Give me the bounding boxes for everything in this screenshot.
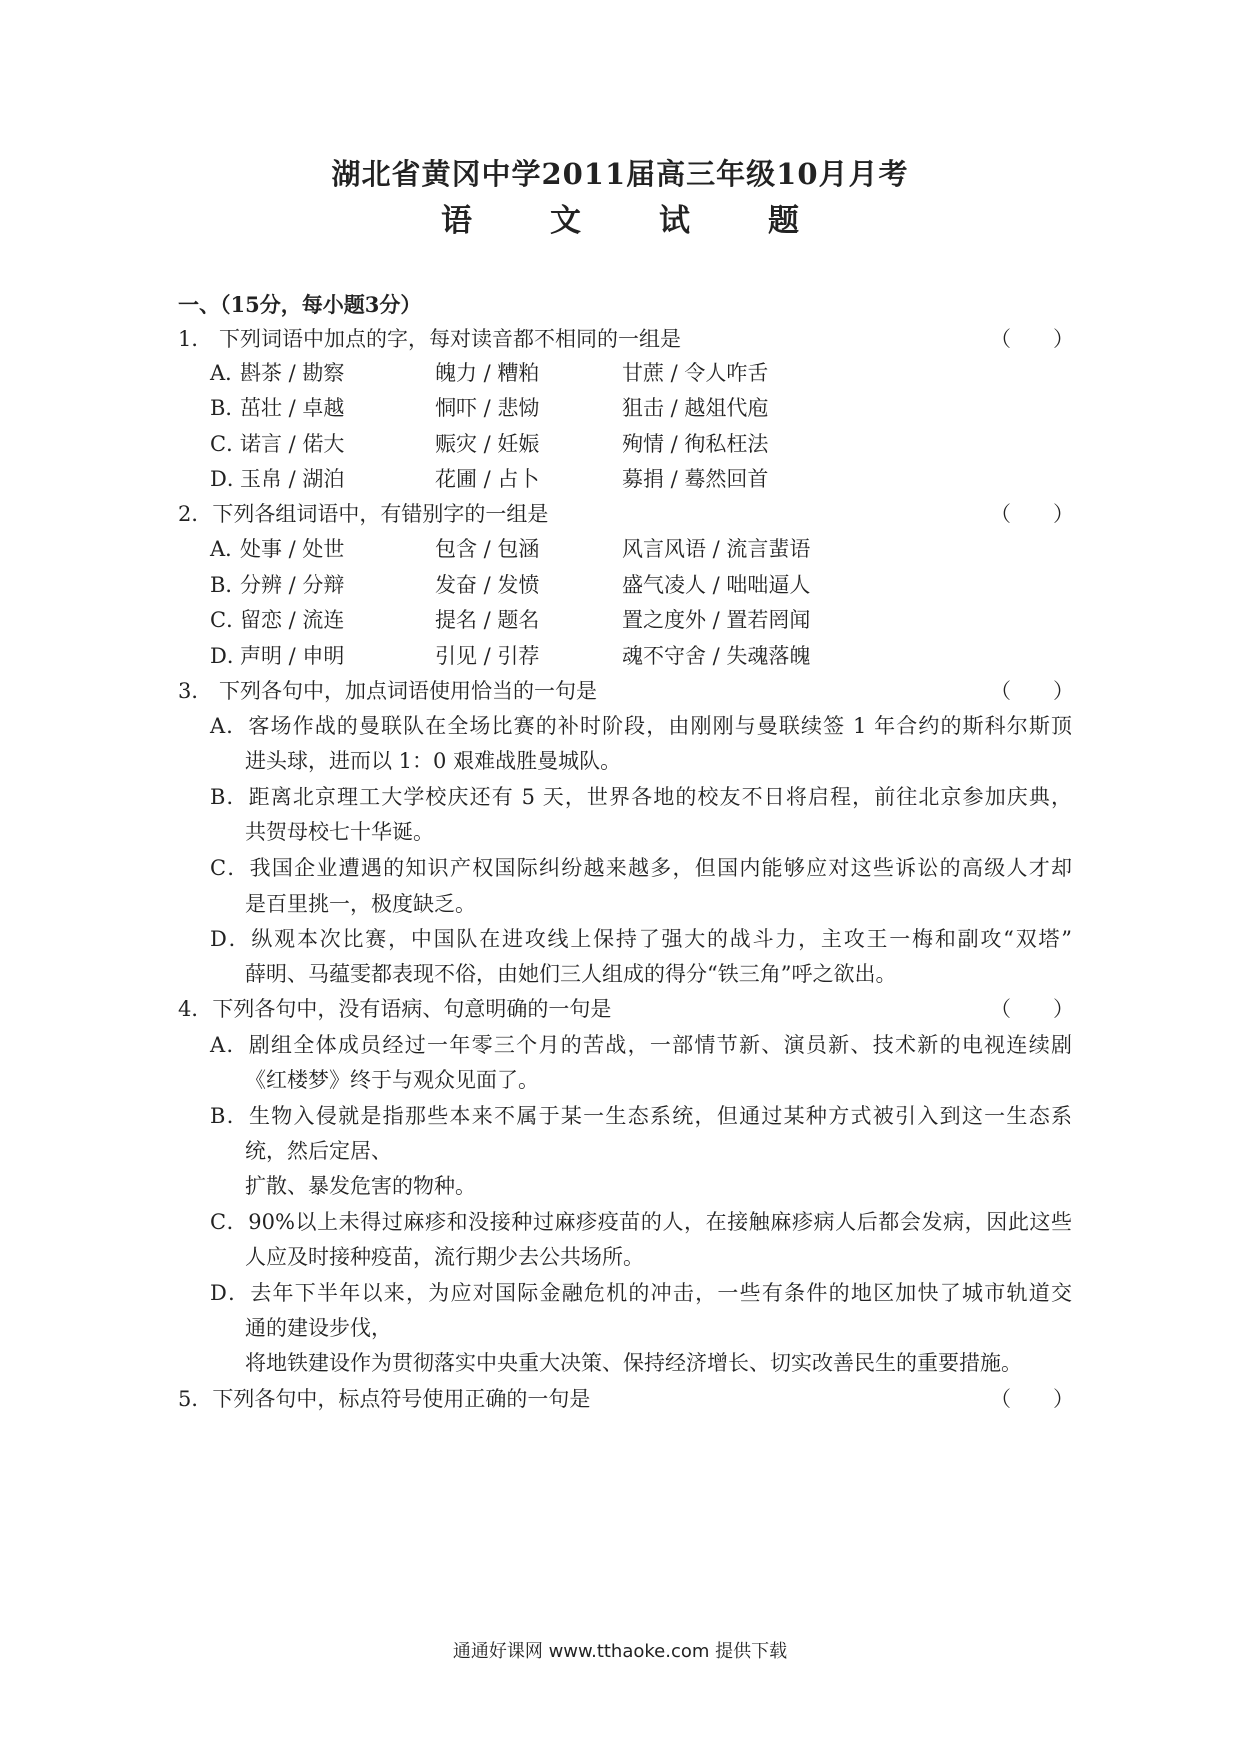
exam-title: 湖北省黄冈中学2011届高三年级10月月考: [331, 157, 909, 191]
q4-option-d-line3: 将地铁建设作为贯彻落实中央重大决策、保持经济增长、切实改善民生的重要措施。: [245, 1351, 1022, 1375]
q2-option-b: B．分辨 / 分辩 发奋 / 发愤 盛气凌人 / 咄咄逼人: [210, 573, 811, 597]
question-3-stem: 3． 下列各句中，加点词语使用恰当的一句是: [178, 679, 598, 703]
q3-option-d-line2: 薛明、马蕴雯都表现不俗，由她们三人组成的得分“铁三角”呼之欲出。: [245, 962, 897, 986]
q3-option-c-line2: 是百里挑一，极度缺乏。: [245, 892, 476, 916]
exam-subtitle: [0, 195, 1240, 240]
answer-paren: （ ）: [990, 1387, 1074, 1411]
q4-option-a-line2: 《红楼梦》终于与观众见面了。: [245, 1068, 539, 1092]
q3-option-d-line1: D．纵观本次比赛，中国队在进攻线上保持了强大的战斗力，主攻王一梅和副攻“双塔”: [210, 927, 1072, 951]
subtitle-char: 试: [659, 203, 690, 239]
q3-option-b-line2: 共贺母校七十华诞。: [245, 820, 434, 844]
q4-option-b-line3: 扩散、暴发危害的物种。: [245, 1174, 476, 1198]
q4-option-a-line1: A．剧组全体成员经过一年零三个月的苦战，一部情节新、演员新、技术新的电视连续剧: [210, 1033, 1072, 1057]
subtitle-char: 文: [550, 203, 581, 239]
question-5-stem: 5．下列各句中，标点符号使用正确的一句是: [178, 1387, 591, 1411]
q3-option-b-line1: B．距离北京理工大学校庆还有 5 天，世界各地的校友不日将启程，前往北京参加庆典，: [210, 785, 1072, 809]
page-footer: 通通好课网 www.tthaoke.com 提供下载: [452, 1641, 788, 1662]
q4-option-b-line1: B．生物入侵就是指那些本来不属于某一生态系统，但通过某种方式被引入到这一生态系: [210, 1104, 1072, 1128]
question-4-stem: 4．下列各句中，没有语病、句意明确的一句是: [178, 997, 612, 1021]
answer-paren: （ ）: [990, 997, 1074, 1021]
question-1-stem: 1． 下列词语中加点的字，每对读音都不相同的一组是: [178, 327, 682, 351]
q1-option-d: D．玉帛 / 湖泊 花圃 / 占卜 募捐 / 蓦然回首: [210, 467, 769, 491]
answer-paren: （ ）: [990, 327, 1074, 351]
q3-option-c-line1: C．我国企业遭遇的知识产权国际纠纷越来越多，但国内能够应对这些诉讼的高级人才却: [210, 856, 1072, 880]
question-2-stem: 2．下列各组词语中，有错别字的一组是: [178, 502, 549, 526]
q1-option-b: B．茁壮 / 卓越 恫吓 / 悲恸 狙击 / 越俎代庖: [210, 396, 769, 420]
answer-paren: （ ）: [990, 502, 1074, 526]
q1-option-c: C．诺言 / 偌大 赈灾 / 妊娠 殉情 / 徇私枉法: [210, 432, 769, 456]
q4-option-c-line2: 人应及时接种疫苗，流行期少去公共场所。: [245, 1245, 644, 1269]
subtitle-char: 题: [768, 203, 799, 239]
q2-option-c: C．留恋 / 流连 提名 / 题名 置之度外 / 置若罔闻: [210, 608, 811, 632]
section-heading: 一、（15分，每小题3分）: [178, 292, 422, 317]
q1-option-a: A．斟茶 / 勘察 魄力 / 糟粕 甘蔗 / 令人咋舌: [210, 361, 769, 385]
q4-option-d-line2: 通的建设步伐，: [245, 1316, 392, 1340]
q4-option-c-line1: C．90%以上未得过麻疹和没接种过麻疹疫苗的人，在接触麻疹病人后都会发病，因此这些: [210, 1210, 1072, 1234]
q2-option-d: D．声明 / 申明 引见 / 引荐 魂不守舍 / 失魂落魄: [210, 644, 811, 668]
q2-option-a: A．处事 / 处世 包含 / 包涵 风言风语 / 流言蜚语: [210, 537, 811, 561]
q3-option-a-line2: 进头球，进而以 1：0 艰难战胜曼城队。: [245, 749, 622, 773]
q3-option-a-line1: A．客场作战的曼联队在全场比赛的补时阶段，由刚刚与曼联续签 1 年合约的斯科尔斯顶: [210, 714, 1072, 738]
answer-paren: （ ）: [990, 679, 1074, 703]
q4-option-d-line1: D．去年下半年以来，为应对国际金融危机的冲击，一些有条件的地区加快了城市轨道交: [210, 1281, 1072, 1305]
subtitle-char: 语: [441, 203, 472, 239]
q4-option-b-line2: 统，然后定居、: [245, 1139, 392, 1163]
